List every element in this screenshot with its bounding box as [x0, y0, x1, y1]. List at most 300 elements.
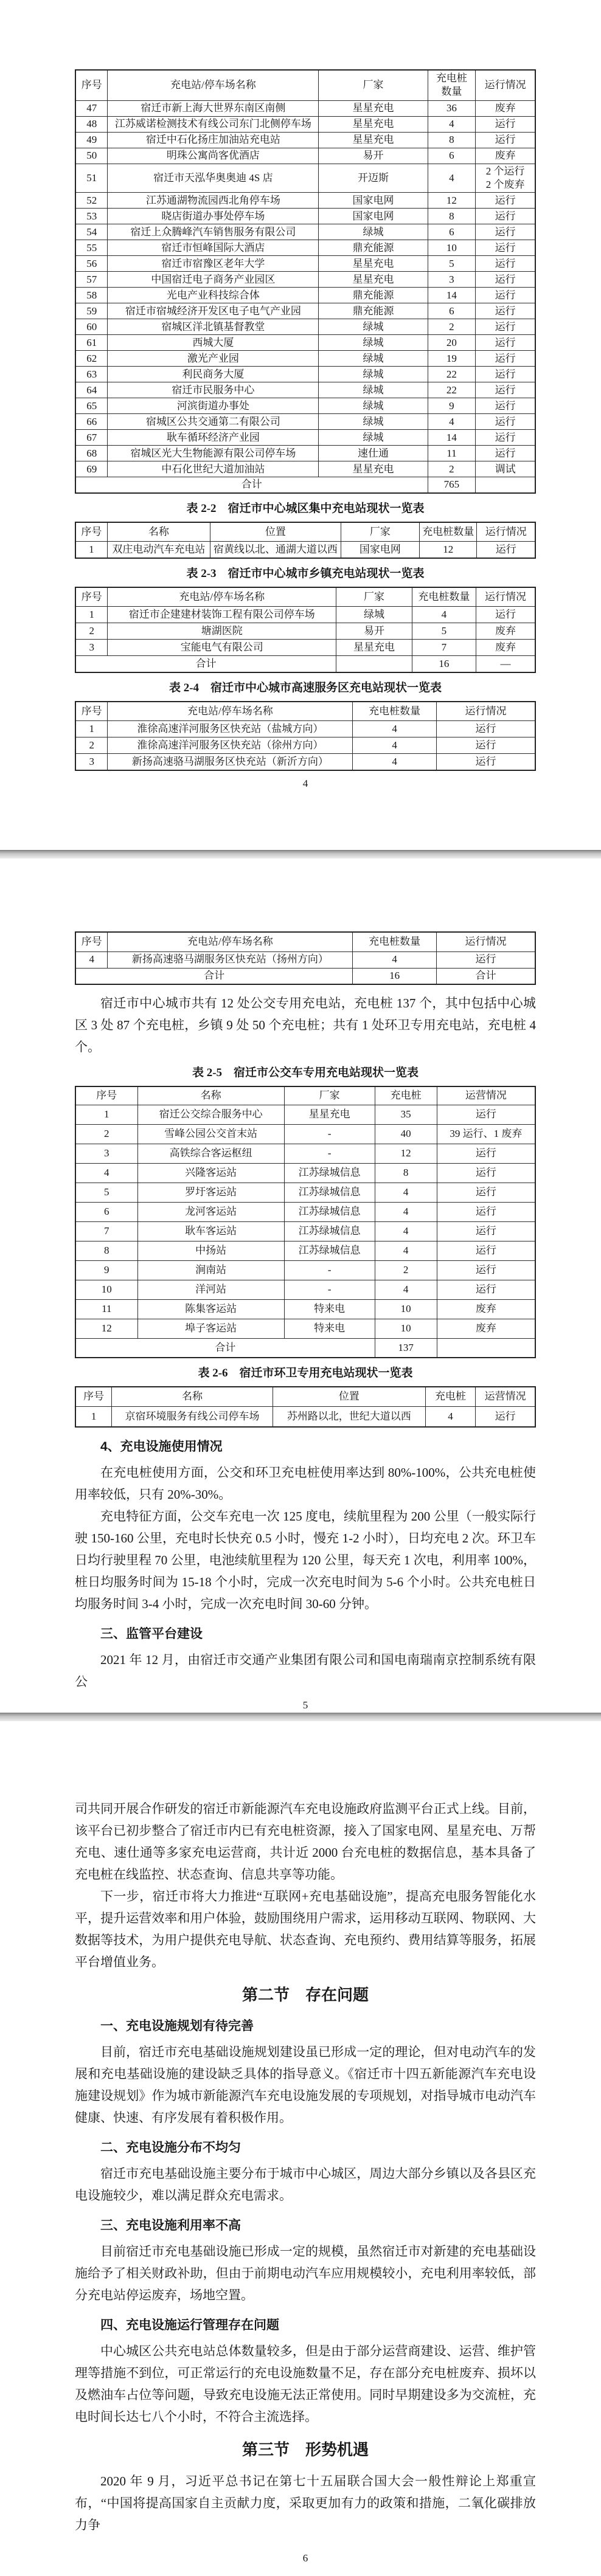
cell: 4 — [412, 607, 476, 623]
paragraph-usage-rate: 在充电桩使用方面，公交和环卫充电桩使用率达到 80%-100%，公共充电桩使用率较低，只有 20%-30%。 — [75, 1465, 536, 1502]
cell: 运行 — [476, 288, 535, 303]
cell: 星星充电 — [319, 132, 428, 148]
cell: 运行 — [476, 1406, 535, 1427]
cell: 运行 — [476, 607, 535, 623]
cell: 50 — [75, 148, 108, 164]
table-row — [75, 1202, 535, 1221]
cell: 鼎充能源 — [319, 240, 428, 256]
header-cell: 序号 — [75, 932, 108, 951]
header-cell: 序号 — [75, 1086, 137, 1105]
cell: 3 — [75, 754, 108, 770]
cell: 洋河站 — [137, 1280, 284, 1299]
table-row — [75, 640, 535, 656]
cell: 12 — [75, 1319, 137, 1338]
cell: 6 — [428, 303, 476, 319]
cell: 晓店街道办事处停车场 — [108, 209, 319, 224]
cell: 运行 — [477, 542, 535, 558]
cell: 运行 — [476, 414, 535, 430]
page-separator — [0, 850, 601, 858]
cell: 运行 — [476, 224, 535, 240]
cell: 涧南站 — [137, 1260, 284, 1280]
cell: 3 — [75, 1144, 137, 1163]
cell: 19 — [428, 351, 476, 367]
cell: 河滨街道办事处 — [108, 398, 319, 414]
header-cell: 充电站/停车场名称 — [108, 932, 353, 951]
cell: 绿城 — [336, 607, 412, 623]
cell: 运行 — [476, 193, 535, 209]
table-row — [75, 1319, 535, 1338]
cell: 宿城区光大生物能源有限公司停车场 — [108, 446, 319, 461]
issue-2-heading: 二、充电设施分布不均匀 — [100, 2141, 241, 2155]
cell: 4 — [353, 737, 437, 754]
header-cell: 充电桩 数量 — [428, 70, 476, 100]
cell: 雪峰公园公交首末站 — [137, 1124, 284, 1144]
cell: 运行 — [437, 1163, 535, 1183]
cell: 废弃 — [476, 640, 535, 656]
cell: 10 — [375, 1319, 437, 1338]
cell: 4 — [375, 1241, 437, 1260]
section-2-heading: 第二节 存在问题 — [241, 1986, 369, 2004]
cell: 宿城区公共交通第二有限公司 — [108, 414, 319, 430]
document-page-6 — [0, 1721, 601, 2576]
cell: 8 — [428, 132, 476, 148]
section-3-heading: 第三节 形势机遇 — [241, 2440, 369, 2459]
cell: 宿迁市企建建材装饰工程有限公司停车场 — [108, 607, 336, 623]
cell: 4 — [428, 414, 476, 430]
cell: 10 — [75, 1280, 137, 1299]
table-row — [75, 335, 535, 351]
cell: 罗圩客运站 — [137, 1183, 284, 1202]
table-row — [75, 382, 535, 398]
cell: 5 — [75, 1183, 137, 1202]
cell: 65 — [75, 398, 108, 414]
cell: 国家电网 — [341, 542, 419, 558]
cell: 星星充电 — [319, 116, 428, 132]
header-cell: 充电桩数量 — [353, 702, 437, 721]
cell: 调试 — [476, 461, 535, 477]
cell: 宝能电气有限公司 — [108, 640, 336, 656]
issue-3-heading: 三、充电设施利用率不高 — [100, 2219, 241, 2232]
page-number: 4 — [302, 777, 308, 789]
cell: 兴隆客运站 — [137, 1163, 284, 1183]
cell: 61 — [75, 335, 108, 351]
header-cell: 充电站/停车场名称 — [108, 70, 319, 100]
table-row — [75, 430, 535, 446]
cell: 宿迁市民服务中心 — [108, 382, 319, 398]
cell: 51 — [75, 164, 108, 193]
document-page-4 — [0, 0, 601, 850]
page-separator — [0, 1713, 601, 1721]
cell: 运行 — [476, 351, 535, 367]
cell: 2 — [75, 1124, 137, 1144]
cell: 宿迁市新上海大世界东南区南侧 — [108, 100, 319, 116]
table-row — [75, 398, 535, 414]
cell: 开迈斯 — [319, 164, 428, 193]
cell: 运行 — [476, 209, 535, 224]
header-cell: 充电站/停车场名称 — [108, 587, 336, 607]
cell: 塘湖医院 — [108, 623, 336, 640]
cell: 运行 — [437, 1144, 535, 1163]
table-header-row — [75, 522, 535, 542]
cell: 宿迁上众腾峰汽车销售服务有限公司 — [108, 224, 319, 240]
table-row — [75, 1144, 535, 1163]
table-header-row — [75, 702, 535, 721]
cell: 2 — [428, 461, 476, 477]
cell: 宿迁中石化扬庄加油站充电站 — [108, 132, 319, 148]
cell: 运行 — [476, 240, 535, 256]
cell: 宿迁市天泓华奥奥迪 4S 店 — [108, 164, 319, 193]
table — [75, 587, 536, 673]
cell: 9 — [428, 398, 476, 414]
header-cell: 序号 — [75, 702, 108, 721]
table-row — [75, 351, 535, 367]
paragraph-bus-summary: 宿迁市中心城市共有 12 处公交专用充电站，充电桩 137 个，其中包括中心城区 3 处 87 个充电桩，乡镇 9 处 50 个充电桩；共有 1 处环卫专用充电站，充电桩 4 个。 — [75, 996, 536, 1054]
cell: 鼎充能源 — [319, 303, 428, 319]
cell: 5 — [412, 623, 476, 640]
cell: 8 — [428, 209, 476, 224]
table-row — [75, 1221, 535, 1241]
cell: 12 — [428, 193, 476, 209]
header-cell: 充电桩 — [425, 1387, 475, 1406]
cell: 合计 — [75, 656, 336, 672]
header-cell: 运行情况 — [476, 70, 535, 100]
table-2-4-continued — [75, 931, 536, 985]
cell: 运行 — [436, 737, 535, 754]
issue-2-paragraph: 宿迁市充电基础设施主要分布于城市中心城区，周边大部分乡镇以及各县区充电设施较少，难以满足群众充电需求。 — [75, 2166, 536, 2203]
cell: 59 — [75, 303, 108, 319]
table-row — [75, 272, 535, 288]
cell: 鼎充能源 — [319, 288, 428, 303]
cell: 江苏绿城信息 — [284, 1221, 375, 1241]
table-row — [75, 132, 535, 148]
cell: 3 — [75, 640, 108, 656]
cell: 765 — [428, 477, 476, 493]
cell: 星星充电 — [319, 100, 428, 116]
page-number: 5 — [302, 1699, 308, 1711]
cell: 运行 — [436, 951, 535, 968]
cell: 合计 — [75, 968, 353, 984]
cell: 63 — [75, 367, 108, 382]
cell: 速仕通 — [319, 446, 428, 461]
issue-1-heading: 一、充电设施规划有待完善 — [100, 2019, 254, 2033]
cell: 53 — [75, 209, 108, 224]
table-row — [75, 164, 535, 193]
cell: 特来电 — [284, 1319, 375, 1338]
table — [75, 69, 536, 494]
issue-1-paragraph: 目前，宿迁市充电基础设施规划建设虽已形成一定的理论，但对电动汽车的发展和充电基础设施的建设缺乏具体的指导意义。《宿迁市十四五新能源汽车充电设施建设规划》作为城市新能源汽车充电设施发展的专项规划，对指导城市电动汽车健康、快速、有序发展有着积极作用。 — [75, 2045, 536, 2125]
issue-3-paragraph: 目前宿迁市充电基础设施已形成一定的规模，虽然宿迁市对新建的充电基础设施给予了相关财政补助，但由于前期电动汽车应用规模较小，充电利用率较低，部分充电站停运废弃，场地空置。 — [75, 2244, 536, 2302]
cell: 56 — [75, 256, 108, 272]
cell: 易开 — [336, 623, 412, 640]
heading-charging-usage: 4、充电设施使用情况 — [100, 1440, 223, 1454]
cell: 废弃 — [476, 148, 535, 164]
cell: 12 — [419, 542, 477, 558]
page-number: 6 — [302, 2552, 308, 2564]
cell: 新扬高速骆马湖服务区快充站（新沂方向） — [108, 754, 353, 770]
cell: 40 — [375, 1124, 437, 1144]
cell: 14 — [428, 288, 476, 303]
paragraph-next-step: 下一步，宿迁市将大力推进“互联网+充电基础设施”，提高充电服务智能化水平，提升运营效率和用户体验，鼓励围绕用户需求，运用移动互联网、物联网、大数据等技术，为用户提供充电导航、状态查询、充电预约、费用结算等服务，拓展平台增值业务。 — [75, 1889, 536, 1969]
cell: 66 — [75, 414, 108, 430]
table — [75, 701, 536, 771]
table-row — [75, 288, 535, 303]
paragraph-carbon-pledge: 2020 年 9 月，习近平总书记在第七十五届联合国大会一般性辩论上郑重宣布，“中国将提高国家自主贡献力度，采取更加有力的政策和措施，二氧化碳排放力争 — [75, 2474, 536, 2532]
table — [75, 931, 536, 985]
table-row — [75, 477, 535, 493]
table-row — [75, 414, 535, 430]
header-cell: 厂家 — [319, 70, 428, 100]
cell: 运行 — [437, 1105, 535, 1124]
cell: 22 — [428, 367, 476, 382]
header-cell: 运行情况 — [436, 932, 535, 951]
header-cell: 充电桩 — [375, 1086, 437, 1105]
cell: 合计 — [75, 477, 428, 493]
cell: 16 — [412, 656, 476, 672]
cell: 6 — [75, 1202, 137, 1221]
cell: 67 — [75, 430, 108, 446]
cell: 运行 — [476, 382, 535, 398]
table-row — [75, 607, 535, 623]
header-cell: 充电桩数量 — [353, 932, 437, 951]
cell: 4 — [375, 1221, 437, 1241]
cell: 1 — [75, 607, 108, 623]
cell: 特来电 — [284, 1299, 375, 1319]
cell: 运行 — [476, 367, 535, 382]
cell: 2 — [75, 737, 108, 754]
cell: 星星充电 — [319, 461, 428, 477]
cell — [437, 1338, 535, 1358]
cell: 运行 — [476, 446, 535, 461]
cell: 运行 — [476, 272, 535, 288]
cell: 龙河客运站 — [137, 1202, 284, 1221]
header-cell: 位置 — [210, 522, 341, 542]
cell: 6 — [428, 148, 476, 164]
table-row — [75, 303, 535, 319]
cell: 10 — [428, 240, 476, 256]
table-row — [75, 1260, 535, 1280]
table-row — [75, 367, 535, 382]
cell: 运行 — [437, 1202, 535, 1221]
cell: 运行 — [476, 256, 535, 272]
cell: 江苏绿城信息 — [284, 1241, 375, 1260]
table-2-3-caption: 表 2-3 宿迁市中心城市乡镇充电站现状一览表 — [186, 567, 425, 580]
cell: 国家电网 — [319, 209, 428, 224]
cell: 4 — [353, 951, 437, 968]
cell: 3 — [428, 272, 476, 288]
cell: 淮徐高速洋河服务区快充站（盐城方向） — [108, 721, 353, 737]
header-cell: 厂家 — [336, 587, 412, 607]
cell: 49 — [75, 132, 108, 148]
cell: 2 个运行 2 个废弃 — [476, 164, 535, 193]
cell: - — [284, 1260, 375, 1280]
cell: 55 — [75, 240, 108, 256]
cell: 运行 — [437, 1183, 535, 1202]
cell: 废弃 — [437, 1299, 535, 1319]
cell: 2 — [375, 1260, 437, 1280]
table-row — [75, 209, 535, 224]
cell: 7 — [75, 1221, 137, 1241]
cell: 耿车客运站 — [137, 1221, 284, 1241]
cell: 4 — [75, 1163, 137, 1183]
table-row — [75, 100, 535, 116]
cell: 绿城 — [319, 398, 428, 414]
cell: 16 — [353, 968, 437, 984]
cell: 绿城 — [319, 351, 428, 367]
cell: 宿迁市恒峰国际大酒店 — [108, 240, 319, 256]
paragraph-charging-characteristics: 充电特征方面，公交车充电一次 125 度电，续航里程为 200 公里（一般实际行驶 150-160 公里，充电时长快充 0.5 小时，慢充 1-2 小时），日均充电 2 次。环卫车日均行驶里程 70 公里，电池续航里程为 120 公里，每天充 1 次电，利用率 100%，桩日均服务时间为 15-18 个小时，完成一次充电时间为 5-6 个小时。公共充电桩日均服务时间 3-4 小时，完成一次充电时间 30-60 分钟。 — [75, 1509, 536, 1611]
header-cell: 充电站/停车场名称 — [108, 702, 353, 721]
table-row — [75, 461, 535, 477]
cell: 4 — [375, 1202, 437, 1221]
table-row — [75, 1338, 535, 1358]
table-2-5 — [75, 1086, 536, 1358]
cell: 39 运行、1 废弃 — [437, 1124, 535, 1144]
cell: 1 — [75, 1406, 112, 1427]
heading-supervision-platform: 三、监管平台建设 — [100, 1627, 203, 1641]
cell: 运行 — [476, 116, 535, 132]
header-cell: 名称 — [112, 1387, 273, 1406]
table-2-6 — [75, 1386, 536, 1428]
table-row — [75, 116, 535, 132]
table-header-row — [75, 932, 535, 951]
cell: 4 — [425, 1406, 475, 1427]
cell: 62 — [75, 351, 108, 367]
cell: 陈集客运站 — [137, 1299, 284, 1319]
cell: 36 — [428, 100, 476, 116]
table-row — [75, 737, 535, 754]
table-2-5-caption: 表 2-5 宿迁市公交车专用充电站现状一览表 — [192, 1066, 419, 1079]
cell: 7 — [412, 640, 476, 656]
cell: 1 — [75, 721, 108, 737]
cell: 20 — [428, 335, 476, 351]
cell: 运行 — [437, 1260, 535, 1280]
cell: 22 — [428, 382, 476, 398]
cell: 35 — [375, 1105, 437, 1124]
table — [75, 1086, 536, 1358]
header-cell: 运营情况 — [476, 1387, 535, 1406]
header-cell: 厂家 — [341, 522, 419, 542]
cell: 绿城 — [319, 224, 428, 240]
cell: 耿车循环经济产业园 — [108, 430, 319, 446]
cell: 运行 — [437, 1221, 535, 1241]
cell: 4 — [75, 951, 108, 968]
cell: 58 — [75, 288, 108, 303]
header-cell: 序号 — [75, 1387, 112, 1406]
cell: 运行 — [476, 303, 535, 319]
table-row — [75, 754, 535, 770]
cell: 11 — [75, 1299, 137, 1319]
cell: 宿迁市宿豫区老年大学 — [108, 256, 319, 272]
cell: 京宿环境服务有线公司停车场 — [112, 1406, 273, 1427]
cell: 合计 — [75, 1338, 375, 1358]
header-cell: 运行情况 — [477, 522, 535, 542]
cell: 新扬高速骆马湖服务区快充站（扬州方向） — [108, 951, 353, 968]
cell: 运行 — [436, 754, 535, 770]
header-cell: 名称 — [137, 1086, 284, 1105]
table-2-6-caption: 表 2-6 宿迁市环卫专用充电站现状一览表 — [198, 1367, 413, 1380]
cell: 中石化世纪大道加油站 — [108, 461, 319, 477]
cell: 宿城区洋北镇基督教堂 — [108, 319, 319, 335]
cell: 4 — [428, 164, 476, 193]
cell: 69 — [75, 461, 108, 477]
cell: 4 — [353, 754, 437, 770]
header-cell: 充电桩数量 — [419, 522, 477, 542]
cell: 星星充电 — [284, 1105, 375, 1124]
cell: 4 — [375, 1183, 437, 1202]
header-cell: 运行情况 — [476, 587, 535, 607]
cell — [476, 477, 535, 493]
cell: 废弃 — [476, 100, 535, 116]
table-row — [75, 656, 535, 672]
table-row — [75, 1183, 535, 1202]
table — [75, 1386, 536, 1428]
cell: - — [284, 1144, 375, 1163]
header-cell: 充电桩数量 — [412, 587, 476, 607]
cell: 宿黄线以北、通湖大道以西 — [210, 542, 341, 558]
paragraph-platform: 2021 年 12 月，由宿迁市交通产业集团有限公司和国电南瑞南京控制系统有限公 — [75, 1652, 536, 1689]
cell: 宿迁市宿城经济开发区电子电气产业园 — [108, 303, 319, 319]
cell: 高铁综合客运枢纽 — [137, 1144, 284, 1163]
cell: 64 — [75, 382, 108, 398]
header-cell: 运营情况 — [437, 1086, 535, 1105]
cell: 4 — [375, 1280, 437, 1299]
cell: - — [284, 1280, 375, 1299]
cell: 激光产业园 — [108, 351, 319, 367]
cell: 2 — [75, 623, 108, 640]
cell: 12 — [375, 1144, 437, 1163]
table-2-4 — [75, 701, 536, 771]
table-stations-47-69 — [75, 69, 536, 494]
cell: 绿城 — [319, 367, 428, 382]
cell: 江苏绿城信息 — [284, 1183, 375, 1202]
cell: 明珠公寓尚客优酒店 — [108, 148, 319, 164]
cell: 江苏绿城信息 — [284, 1163, 375, 1183]
table-header-row — [75, 1387, 535, 1406]
header-cell: 序号 — [75, 70, 108, 100]
cell: 绿城 — [319, 335, 428, 351]
cell: 国家电网 — [319, 193, 428, 209]
cell: 运行 — [476, 430, 535, 446]
cell: 1 — [75, 542, 107, 558]
cell: 137 — [375, 1338, 437, 1358]
cell: 2 — [428, 319, 476, 335]
table-row — [75, 224, 535, 240]
cell: 星星充电 — [319, 256, 428, 272]
table-row — [75, 968, 535, 984]
table-row — [75, 1406, 535, 1427]
table-row — [75, 1124, 535, 1144]
cell: 9 — [75, 1260, 137, 1280]
cell: 苏州路以北，世纪大道以西 — [273, 1406, 425, 1427]
table-2-4-caption: 表 2-4 宿迁市中心城市高速服务区充电站现状一览表 — [168, 681, 442, 694]
table-header-row — [75, 70, 535, 100]
header-cell: 厂家 — [284, 1086, 375, 1105]
cell: 4 — [428, 116, 476, 132]
cell: 52 — [75, 193, 108, 209]
paragraph-platform-continued: 司共同开展合作研发的宿迁市新能源汽车充电设施政府监测平台正式上线。目前，该平台已初步整合了宿迁市内已有充电桩资源，接入了国家电网、星星充电、万帮充电、速仕通等多家充电运营商，共计近 2000 台充电桩的数据信息，基本具备了充电桩在线监控、状态查询、信息共享等功能。 — [75, 1801, 536, 1882]
cell: 8 — [75, 1241, 137, 1260]
table-2-2 — [75, 522, 536, 559]
cell: 运行 — [476, 398, 535, 414]
cell: 绿城 — [319, 430, 428, 446]
cell: 10 — [375, 1299, 437, 1319]
cell: 中国宿迁电子商务产业园区 — [108, 272, 319, 288]
issue-4-heading: 四、充电设施运行管理存在问题 — [100, 2318, 279, 2332]
table-row — [75, 256, 535, 272]
cell: 运行 — [476, 132, 535, 148]
table-row — [75, 1280, 535, 1299]
issue-4-paragraph: 中心城区公共充电站总体数量较多，但是由于部分运营商建设、运营、维护管理等措施不到位，可正常运行的充电设施数量不足，存在部分充电桩废弃、损坏以及燃油车占位等问题，导致充电设施无法正常使用。同时早期建设多为交流桩，充电时间长达七八个小时，不符合主流选择。 — [75, 2344, 536, 2424]
